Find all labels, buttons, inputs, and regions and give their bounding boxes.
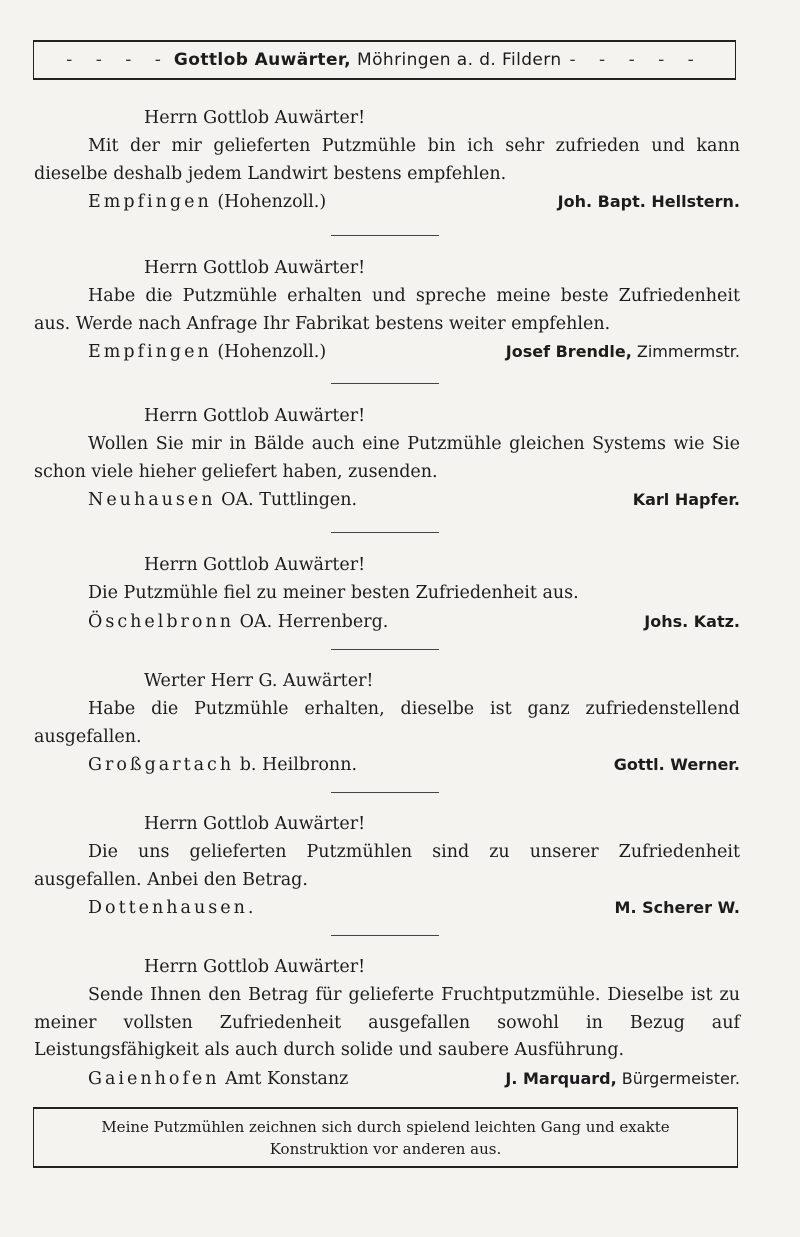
letter-place: Großgartach b. Heilbronn. <box>88 755 358 775</box>
letter-body: Die Putzmühle fiel zu meiner besten Zufriedenheit aus. <box>88 583 579 603</box>
notice-text: Meine Putzmühlen zeichnen sich durch spielend leichten Gang und exakte Konstruktion vor anderen aus. <box>101 1117 670 1158</box>
testimonial-letter <box>34 254 740 366</box>
letter-body: Habe die Putzmühle erhalten, dieselbe ist ganz zufriedenstellend ausgefallen. <box>34 699 740 747</box>
letter-salutation: Herrn Gottlob Auwärter! <box>144 406 366 426</box>
letter-body: Wollen Sie mir in Bälde auch eine Putzmühle gleichen Systems wie Sie schon viele hieher geliefert haben, zusenden. <box>34 434 740 482</box>
letter-salutation: Herrn Gottlob Auwärter! <box>144 957 366 977</box>
letter-footer <box>34 608 740 636</box>
testimonial-letter <box>34 667 740 779</box>
testimonial-letter <box>34 810 740 922</box>
company-name: Gottlob Auwärter, <box>173 50 352 70</box>
letter-footer <box>34 338 740 366</box>
page-header <box>33 40 736 80</box>
letter-signature: Josef Brendle, Zimmermstr. <box>505 342 740 361</box>
letter-footer <box>34 188 740 216</box>
letter-signature: Joh. Bapt. Hellstern. <box>557 192 740 211</box>
letter-salutation: Herrn Gottlob Auwärter! <box>144 108 366 128</box>
letter-place: Empfingen (Hohenzoll.) <box>88 192 327 212</box>
divider <box>331 235 439 236</box>
letter-body: Sende Ihnen den Betrag für gelieferte Fruchtputzmühle. Dieselbe ist zu meiner vollsten Zufriedenheit ausgefallen sowohl in Bezug auf Leistungsfähigkeit als auch durch solide und saubere Ausführung. <box>34 985 740 1060</box>
divider <box>331 532 439 533</box>
testimonial-letter <box>34 551 740 636</box>
letter-body: Habe die Putzmühle erhalten und spreche meine beste Zufriedenheit aus. Werde nach Anfrage Ihr Fabrikat bestens weiter empfehlen. <box>34 286 740 334</box>
header-dashes-left: - - - - <box>66 50 170 70</box>
letter-footer <box>34 894 740 922</box>
letter-signature: Gottl. Werner. <box>613 755 740 774</box>
divider <box>331 649 439 650</box>
divider <box>331 935 439 936</box>
notice-box <box>33 1107 738 1168</box>
company-location: Möhringen a. d. Fildern <box>357 50 562 70</box>
letter-place: Empfingen (Hohenzoll.) <box>88 342 327 362</box>
divider <box>331 792 439 793</box>
testimonial-letter <box>34 104 740 216</box>
letter-footer <box>34 486 740 514</box>
letter-signature: Johs. Katz. <box>644 611 740 631</box>
header-dashes-right: - - - - - <box>569 50 703 70</box>
letter-salutation: Herrn Gottlob Auwärter! <box>144 555 366 575</box>
letter-footer <box>34 1065 740 1093</box>
letter-signature: M. Scherer W. <box>614 898 740 917</box>
letter-footer <box>34 751 740 779</box>
letter-salutation: Werter Herr G. Auwärter! <box>144 671 374 691</box>
letter-salutation: Herrn Gottlob Auwärter! <box>144 258 366 278</box>
letter-place: Öschelbronn OA. Herrenberg. <box>88 611 389 632</box>
letter-place: Gaienhofen Amt Konstanz <box>88 1068 349 1089</box>
letter-signature: J. Marquard, Bürgermeister. <box>505 1068 740 1088</box>
letter-place: Dottenhausen. <box>88 898 257 918</box>
letter-body: Die uns gelieferten Putzmühlen sind zu unserer Zufriedenheit ausgefallen. Anbei den Betrag. <box>34 842 740 890</box>
letter-signature: Karl Hapfer. <box>632 490 740 509</box>
letter-salutation: Herrn Gottlob Auwärter! <box>144 814 366 834</box>
testimonial-letter <box>34 953 740 1093</box>
divider <box>331 383 439 384</box>
testimonial-letter <box>34 402 740 514</box>
letter-body: Mit der mir gelieferten Putzmühle bin ich sehr zufrieden und kann dieselbe deshalb jedem Landwirt bestens empfehlen. <box>34 136 740 184</box>
letter-place: Neuhausen OA. Tuttlingen. <box>88 490 358 510</box>
